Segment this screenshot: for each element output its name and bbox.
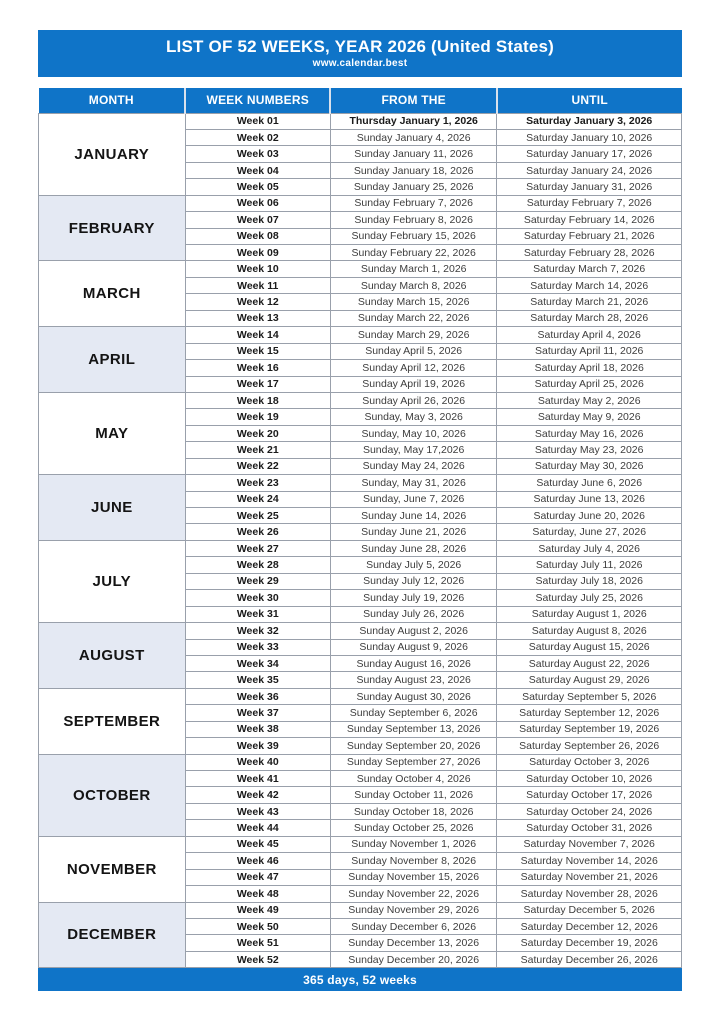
week-number-cell: Week 19	[185, 409, 330, 425]
month-cell-september: SEPTEMBER	[39, 688, 186, 754]
month-cell-february: FEBRUARY	[39, 195, 186, 261]
from-date-cell: Sunday September 13, 2026	[330, 721, 497, 737]
until-date-cell: Saturday July 4, 2026	[497, 540, 682, 556]
week-number-cell: Week 40	[185, 754, 330, 770]
week-row	[39, 836, 682, 852]
from-date-cell: Sunday September 20, 2026	[330, 738, 497, 754]
title-banner	[38, 30, 682, 77]
from-date-cell: Sunday January 25, 2026	[330, 179, 497, 195]
until-date-cell: Saturday May 16, 2026	[497, 425, 682, 441]
from-date-cell: Sunday November 1, 2026	[330, 836, 497, 852]
week-number-cell: Week 31	[185, 606, 330, 622]
weeks-table	[38, 88, 682, 968]
from-date-cell: Sunday February 22, 2026	[330, 245, 497, 261]
from-date-cell: Sunday September 6, 2026	[330, 705, 497, 721]
until-date-cell: Saturday October 3, 2026	[497, 754, 682, 770]
week-number-cell: Week 46	[185, 853, 330, 869]
week-number-cell: Week 01	[185, 113, 330, 129]
until-date-cell: Saturday September 12, 2026	[497, 705, 682, 721]
until-date-cell: Saturday April 18, 2026	[497, 360, 682, 376]
month-cell-january: JANUARY	[39, 113, 186, 195]
month-cell-october: OCTOBER	[39, 754, 186, 836]
until-date-cell: Saturday February 14, 2026	[497, 212, 682, 228]
table-header-row	[39, 88, 682, 113]
week-number-cell: Week 48	[185, 886, 330, 902]
until-date-cell: Saturday May 23, 2026	[497, 442, 682, 458]
from-date-cell: Sunday October 11, 2026	[330, 787, 497, 803]
week-row	[39, 195, 682, 211]
week-number-cell: Week 08	[185, 228, 330, 244]
page	[38, 0, 682, 991]
week-number-cell: Week 38	[185, 721, 330, 737]
week-number-cell: Week 30	[185, 590, 330, 606]
week-number-cell: Week 42	[185, 787, 330, 803]
from-date-cell: Sunday September 27, 2026	[330, 754, 497, 770]
week-number-cell: Week 07	[185, 212, 330, 228]
until-date-cell: Saturday August 22, 2026	[497, 655, 682, 671]
week-number-cell: Week 24	[185, 491, 330, 507]
week-row	[39, 688, 682, 704]
until-date-cell: Saturday February 28, 2026	[497, 245, 682, 261]
from-date-cell: Sunday October 18, 2026	[330, 803, 497, 819]
week-number-cell: Week 13	[185, 310, 330, 326]
week-number-cell: Week 37	[185, 705, 330, 721]
until-date-cell: Saturday March 7, 2026	[497, 261, 682, 277]
week-number-cell: Week 32	[185, 623, 330, 639]
week-row	[39, 475, 682, 491]
week-number-cell: Week 22	[185, 458, 330, 474]
column-header-from-the: FROM THE	[330, 88, 497, 113]
from-date-cell: Sunday March 8, 2026	[330, 277, 497, 293]
from-date-cell: Sunday February 15, 2026	[330, 228, 497, 244]
week-number-cell: Week 04	[185, 162, 330, 178]
column-header-month: MONTH	[39, 88, 186, 113]
from-date-cell: Sunday April 5, 2026	[330, 343, 497, 359]
week-number-cell: Week 33	[185, 639, 330, 655]
until-date-cell: Saturday January 17, 2026	[497, 146, 682, 162]
until-date-cell: Saturday April 11, 2026	[497, 343, 682, 359]
until-date-cell: Saturday December 5, 2026	[497, 902, 682, 918]
week-number-cell: Week 26	[185, 524, 330, 540]
week-number-cell: Week 14	[185, 327, 330, 343]
column-header-week-numbers: WEEK NUMBERS	[185, 88, 330, 113]
from-date-cell: Sunday October 25, 2026	[330, 820, 497, 836]
until-date-cell: Saturday March 14, 2026	[497, 277, 682, 293]
until-date-cell: Saturday September 26, 2026	[497, 738, 682, 754]
from-date-cell: Sunday, May 31, 2026	[330, 475, 497, 491]
until-date-cell: Saturday March 21, 2026	[497, 294, 682, 310]
from-date-cell: Sunday February 7, 2026	[330, 195, 497, 211]
week-number-cell: Week 03	[185, 146, 330, 162]
from-date-cell: Sunday March 1, 2026	[330, 261, 497, 277]
week-number-cell: Week 41	[185, 771, 330, 787]
from-date-cell: Sunday July 5, 2026	[330, 557, 497, 573]
week-number-cell: Week 44	[185, 820, 330, 836]
from-date-cell: Thursday January 1, 2026	[330, 113, 497, 129]
week-row	[39, 392, 682, 408]
until-date-cell: Saturday May 2, 2026	[497, 392, 682, 408]
footer-banner: 365 days, 52 weeks	[38, 968, 682, 991]
week-number-cell: Week 05	[185, 179, 330, 195]
until-date-cell: Saturday October 24, 2026	[497, 803, 682, 819]
month-cell-april: APRIL	[39, 327, 186, 393]
week-number-cell: Week 25	[185, 508, 330, 524]
until-date-cell: Saturday October 31, 2026	[497, 820, 682, 836]
from-date-cell: Sunday December 6, 2026	[330, 918, 497, 934]
week-number-cell: Week 16	[185, 360, 330, 376]
from-date-cell: Sunday November 22, 2026	[330, 886, 497, 902]
week-row	[39, 754, 682, 770]
week-number-cell: Week 27	[185, 540, 330, 556]
from-date-cell: Sunday, May 10, 2026	[330, 425, 497, 441]
from-date-cell: Sunday November 29, 2026	[330, 902, 497, 918]
week-row	[39, 902, 682, 918]
website-url[interactable]: www.calendar.best	[312, 58, 408, 69]
banner-table-gap	[38, 77, 682, 88]
from-date-cell: Sunday November 8, 2026	[330, 853, 497, 869]
from-date-cell: Sunday December 20, 2026	[330, 951, 497, 967]
week-number-cell: Week 17	[185, 376, 330, 392]
from-date-cell: Sunday, June 7, 2026	[330, 491, 497, 507]
until-date-cell: Saturday August 8, 2026	[497, 623, 682, 639]
until-date-cell: Saturday July 18, 2026	[497, 573, 682, 589]
until-date-cell: Saturday June 6, 2026	[497, 475, 682, 491]
week-number-cell: Week 43	[185, 803, 330, 819]
from-date-cell: Sunday June 21, 2026	[330, 524, 497, 540]
week-number-cell: Week 35	[185, 672, 330, 688]
month-cell-july: JULY	[39, 540, 186, 622]
week-number-cell: Week 18	[185, 392, 330, 408]
week-number-cell: Week 52	[185, 951, 330, 967]
until-date-cell: Saturday December 19, 2026	[497, 935, 682, 951]
week-number-cell: Week 36	[185, 688, 330, 704]
from-date-cell: Sunday August 30, 2026	[330, 688, 497, 704]
until-date-cell: Saturday February 7, 2026	[497, 195, 682, 211]
from-date-cell: Sunday August 23, 2026	[330, 672, 497, 688]
until-date-cell: Saturday May 9, 2026	[497, 409, 682, 425]
week-number-cell: Week 21	[185, 442, 330, 458]
until-date-cell: Saturday October 17, 2026	[497, 787, 682, 803]
week-number-cell: Week 11	[185, 277, 330, 293]
until-date-cell: Saturday January 31, 2026	[497, 179, 682, 195]
from-date-cell: Sunday February 8, 2026	[330, 212, 497, 228]
until-date-cell: Saturday January 24, 2026	[497, 162, 682, 178]
page-title: LIST OF 52 WEEKS, YEAR 2026 (United States)	[165, 37, 555, 56]
from-date-cell: Sunday October 4, 2026	[330, 771, 497, 787]
month-cell-november: NOVEMBER	[39, 836, 186, 902]
until-date-cell: Saturday June 20, 2026	[497, 508, 682, 524]
week-number-cell: Week 23	[185, 475, 330, 491]
from-date-cell: Sunday, May 17,2026	[330, 442, 497, 458]
until-date-cell: Saturday May 30, 2026	[497, 458, 682, 474]
until-date-cell: Saturday November 7, 2026	[497, 836, 682, 852]
until-date-cell: Saturday September 5, 2026	[497, 688, 682, 704]
until-date-cell: Saturday, June 27, 2026	[497, 524, 682, 540]
from-date-cell: Sunday July 12, 2026	[330, 573, 497, 589]
until-date-cell: Saturday December 26, 2026	[497, 951, 682, 967]
from-date-cell: Sunday April 26, 2026	[330, 392, 497, 408]
until-date-cell: Saturday August 1, 2026	[497, 606, 682, 622]
week-number-cell: Week 39	[185, 738, 330, 754]
month-cell-may: MAY	[39, 392, 186, 474]
from-date-cell: Sunday March 29, 2026	[330, 327, 497, 343]
week-number-cell: Week 34	[185, 655, 330, 671]
until-date-cell: Saturday November 21, 2026	[497, 869, 682, 885]
from-date-cell: Sunday January 11, 2026	[330, 146, 497, 162]
from-date-cell: Sunday December 13, 2026	[330, 935, 497, 951]
week-row	[39, 327, 682, 343]
until-date-cell: Saturday August 15, 2026	[497, 639, 682, 655]
until-date-cell: Saturday January 10, 2026	[497, 129, 682, 145]
week-number-cell: Week 50	[185, 918, 330, 934]
from-date-cell: Sunday January 4, 2026	[330, 129, 497, 145]
until-date-cell: Saturday November 28, 2026	[497, 886, 682, 902]
week-number-cell: Week 20	[185, 425, 330, 441]
week-row	[39, 623, 682, 639]
week-number-cell: Week 02	[185, 129, 330, 145]
from-date-cell: Sunday July 19, 2026	[330, 590, 497, 606]
from-date-cell: Sunday March 15, 2026	[330, 294, 497, 310]
week-number-cell: Week 51	[185, 935, 330, 951]
from-date-cell: Sunday April 12, 2026	[330, 360, 497, 376]
until-date-cell: Saturday October 10, 2026	[497, 771, 682, 787]
month-cell-december: DECEMBER	[39, 902, 186, 968]
until-date-cell: Saturday September 19, 2026	[497, 721, 682, 737]
from-date-cell: Sunday August 2, 2026	[330, 623, 497, 639]
from-date-cell: Sunday March 22, 2026	[330, 310, 497, 326]
from-date-cell: Sunday June 28, 2026	[330, 540, 497, 556]
until-date-cell: Saturday July 11, 2026	[497, 557, 682, 573]
from-date-cell: Sunday, May 3, 2026	[330, 409, 497, 425]
week-number-cell: Week 28	[185, 557, 330, 573]
until-date-cell: Saturday December 12, 2026	[497, 918, 682, 934]
week-number-cell: Week 49	[185, 902, 330, 918]
month-cell-march: MARCH	[39, 261, 186, 327]
week-row	[39, 261, 682, 277]
from-date-cell: Sunday August 16, 2026	[330, 655, 497, 671]
week-row	[39, 540, 682, 556]
until-date-cell: Saturday August 29, 2026	[497, 672, 682, 688]
week-number-cell: Week 10	[185, 261, 330, 277]
from-date-cell: Sunday May 24, 2026	[330, 458, 497, 474]
from-date-cell: Sunday July 26, 2026	[330, 606, 497, 622]
until-date-cell: Saturday January 3, 2026	[497, 113, 682, 129]
until-date-cell: Saturday February 21, 2026	[497, 228, 682, 244]
week-row	[39, 113, 682, 129]
column-header-until: UNTIL	[497, 88, 682, 113]
week-number-cell: Week 09	[185, 245, 330, 261]
from-date-cell: Sunday November 15, 2026	[330, 869, 497, 885]
month-cell-august: AUGUST	[39, 623, 186, 689]
from-date-cell: Sunday April 19, 2026	[330, 376, 497, 392]
week-number-cell: Week 15	[185, 343, 330, 359]
month-cell-june: JUNE	[39, 475, 186, 541]
week-number-cell: Week 29	[185, 573, 330, 589]
until-date-cell: Saturday April 4, 2026	[497, 327, 682, 343]
week-number-cell: Week 06	[185, 195, 330, 211]
week-number-cell: Week 12	[185, 294, 330, 310]
until-date-cell: Saturday March 28, 2026	[497, 310, 682, 326]
until-date-cell: Saturday November 14, 2026	[497, 853, 682, 869]
week-number-cell: Week 47	[185, 869, 330, 885]
week-number-cell: Week 45	[185, 836, 330, 852]
from-date-cell: Sunday June 14, 2026	[330, 508, 497, 524]
until-date-cell: Saturday July 25, 2026	[497, 590, 682, 606]
until-date-cell: Saturday April 25, 2026	[497, 376, 682, 392]
until-date-cell: Saturday June 13, 2026	[497, 491, 682, 507]
from-date-cell: Sunday August 9, 2026	[330, 639, 497, 655]
from-date-cell: Sunday January 18, 2026	[330, 162, 497, 178]
